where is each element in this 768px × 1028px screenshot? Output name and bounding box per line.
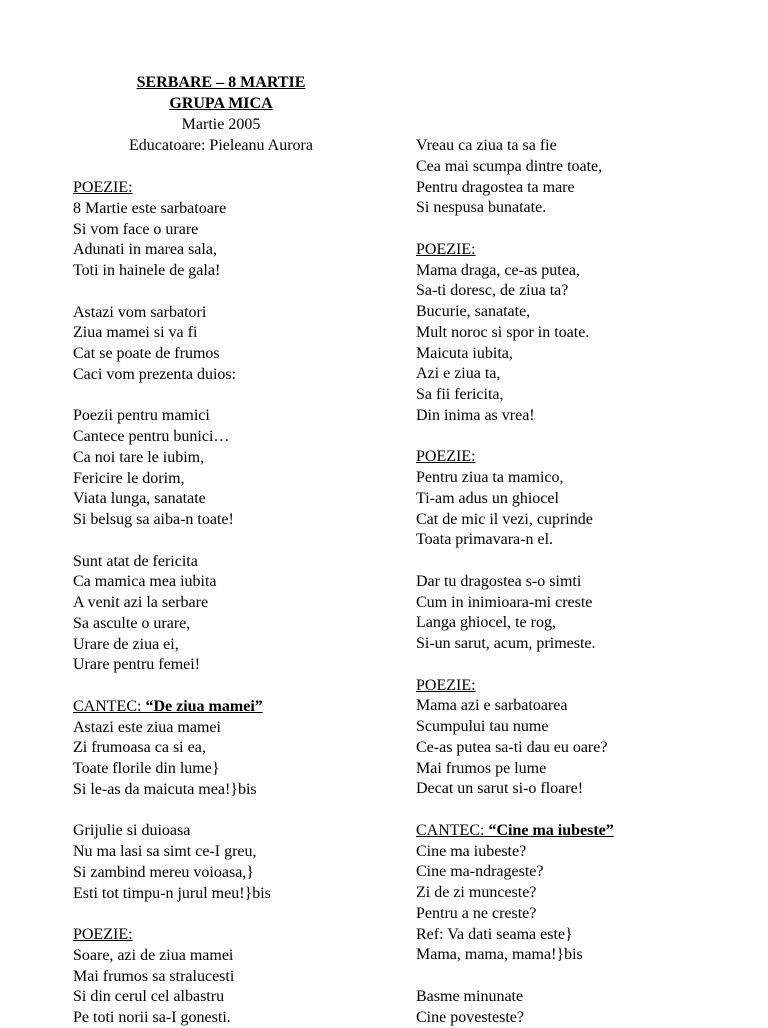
poem-line: Si zambind mereu voioasa,}	[73, 863, 254, 881]
poem-line: Toata primavara-n el.	[416, 531, 554, 549]
poem-line: Nu ma lasi sa simt ce-I greu,	[73, 843, 257, 860]
poem-line: Astazi este ziua mamei	[73, 718, 221, 736]
section-heading: POEZIE:	[416, 448, 476, 466]
section-heading: POEZIE:	[73, 179, 133, 196]
poem-line: Pentru ziua ta mamico,	[416, 469, 564, 486]
poem-line: Mai frumos pe lume	[416, 759, 547, 777]
poem-line: Cantece pentru bunici…	[73, 428, 230, 445]
poem-line: Cat de mic il vezi, cuprinde	[416, 510, 593, 528]
document-title: SERBARE – 8 MARTIE	[136, 74, 306, 91]
poem-line: Ce-as putea sa-ti dau eu oare?	[416, 738, 608, 756]
poem-line: Pentru a ne creste?	[416, 904, 537, 922]
poem-line: Sa-ti doresc, de ziua ta?	[416, 282, 569, 300]
poem-line: Esti tot timpu-n jurul meu!}bis	[73, 884, 271, 902]
poem-line: Grijulie si duioasa	[73, 822, 191, 840]
poem-line: Urare de ziua ei,	[73, 635, 179, 653]
poem-line: Vreau ca ziua ta sa fie	[416, 137, 557, 154]
song-heading	[416, 821, 614, 841]
poem-line: Toate florile din lume}	[73, 760, 220, 777]
poem-line: Scumpului tau nume	[416, 718, 549, 735]
poem-line: Fericire le dorim,	[73, 469, 185, 487]
section-heading: POEZIE:	[73, 926, 133, 943]
poem-line: Si din cerul cel albastru	[73, 988, 225, 1006]
poem-line: Adunati in marea sala,	[73, 241, 217, 259]
song-title: “Cine ma iubeste”	[488, 821, 614, 839]
section-heading: POEZIE:	[416, 676, 476, 694]
poem-line: Cine povesteste?	[416, 1008, 524, 1026]
poem-line: Cum in inimioara-mi creste	[416, 593, 593, 611]
song-title: “De ziua mamei”	[145, 697, 263, 715]
poem-line: Dar tu dragostea s-o simti	[416, 572, 582, 590]
poem-line: Ca noi tare le iubim,	[73, 448, 205, 466]
poem-line: Urare pentru femei!	[73, 656, 201, 674]
poem-line: Viata lunga, sanatate	[73, 490, 206, 508]
poem-line: Sunt atat de fericita	[73, 552, 198, 570]
poem-line: Soare, azi de ziua mamei	[73, 946, 234, 964]
poem-line: Si vom face o urare	[73, 220, 199, 238]
poem-line: Cine ma-ndrageste?	[416, 863, 544, 881]
song-label: CANTEC:	[416, 821, 489, 839]
poem-line: Basme minunate	[416, 987, 524, 1005]
poem-line: Din inima as vrea!	[416, 406, 535, 424]
poem-line: Toti in hainele de gala!	[73, 262, 221, 279]
poem-line: Si-un sarut, acum, primeste.	[416, 635, 596, 652]
poem-line: Si nespusa bunatate.	[416, 199, 547, 217]
poem-line: Cine ma iubeste?	[416, 842, 527, 860]
poem-line: Mult noroc si spor in toate.	[416, 323, 590, 341]
poem-line: Ca mamica mea iubita	[73, 573, 217, 591]
poem-line: Cat se poate de frumos	[73, 345, 220, 362]
poem-line: Pe toti norii sa-I gonesti.	[73, 1009, 231, 1026]
poem-line: Zi de zi munceste?	[416, 884, 537, 901]
teacher-name: Educatoare: Pieleanu Aurora	[129, 137, 313, 154]
poem-line: Caci vom prezenta duios:	[73, 365, 237, 383]
poem-line: Azi e ziua ta,	[416, 365, 501, 383]
poem-line: Cea mai scumpa dintre toate,	[416, 157, 603, 175]
song-heading	[73, 697, 263, 717]
poem-line: Mai frumos sa stralucesti	[73, 967, 235, 985]
group-title: GRUPA MICA	[169, 95, 273, 112]
poem-line: Mama azi e sarbatoarea	[416, 697, 568, 715]
poem-line: Bucurie, sanatate,	[416, 303, 531, 320]
poem-line: 8 Martie este sarbatoare	[73, 199, 227, 217]
section-heading: POEZIE:	[416, 240, 476, 258]
poem-line: Zi frumoasa ca si ea,	[73, 739, 206, 757]
poem-line: Maicuta iubita,	[416, 344, 513, 362]
poem-line: Mama draga, ce-as putea,	[416, 261, 580, 279]
poem-line: Astazi vom sarbatori	[73, 303, 207, 321]
song-label: CANTEC:	[73, 697, 146, 715]
document-date: Martie 2005	[181, 116, 261, 133]
poem-line: Si le-as da maicuta mea!}bis	[73, 780, 257, 798]
poem-line: Sa fii fericita,	[416, 386, 504, 403]
poem-line: Si belsug sa aiba-n toate!	[73, 511, 234, 528]
poem-line: Langa ghiocel, te rog,	[416, 614, 556, 632]
poem-line: Decat un sarut si-o floare!	[416, 780, 584, 798]
poem-line: A venit azi la serbare	[73, 594, 209, 611]
poem-line: Sa asculte o urare,	[73, 614, 191, 632]
poem-line: Ti-am adus un ghiocel	[416, 489, 559, 507]
poem-line: Ref: Va dati seama este}	[416, 925, 573, 943]
poem-line: Pentru dragostea ta mare	[416, 178, 575, 196]
poem-line: Mama, mama, mama!}bis	[416, 946, 583, 964]
poem-line: Poezii pentru mamici	[73, 407, 210, 425]
poem-line: Ziua mamei si va fi	[73, 324, 198, 342]
